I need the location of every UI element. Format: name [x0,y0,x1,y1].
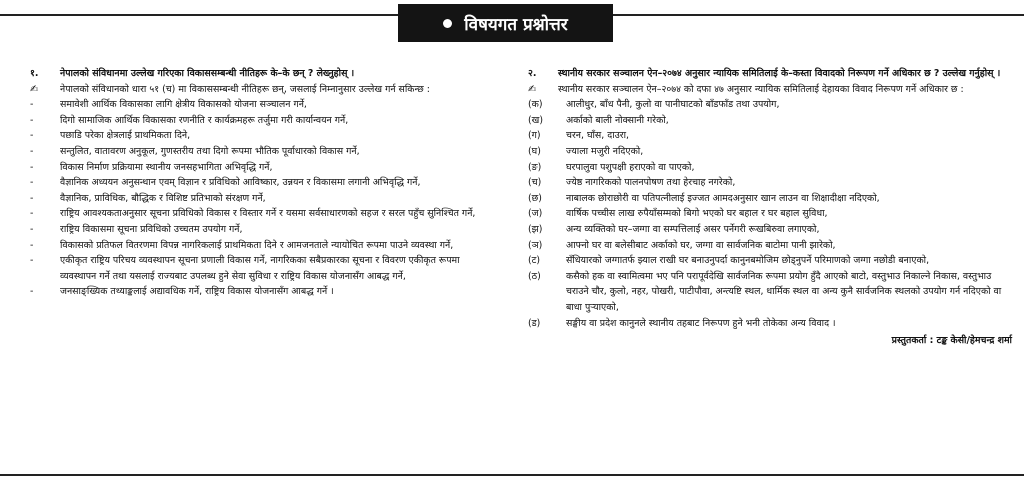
answer-1-intro [30,82,492,98]
question-2 [528,66,1012,82]
dash-icon: - [30,99,34,111]
list-item: (घ) ज्याला मजुरी नदिएको, [528,145,644,157]
list-item: (ग) चरन, घाँस, दाउरा, [528,130,630,142]
pen-icon: ✍ [528,83,537,95]
list-item: (ठ) कसैको हक वा स्वामित्वमा भए पनि परापूर्वदेखि सार्वजनिक रूपमा प्रयोग हुँदै आएको बाटो, वस्तुभाउ निकाल्ने निकास, वस्तुभाउ चराउने चौर, कुलो, नहर, पोखरी, पाटीपौवा, अन्त्यष्टि स्थल, धार्मिक स्थल वा अन्य कुनै सार्वजनिक स्थलको उपयोग गर्न नदिएको वा बाधा पुर्‍याएको, [528,270,1002,313]
question-number: १. [30,68,39,79]
list-item: (ज) वार्षिक पच्चीस लाख रुपैयाँसम्मको बिगो भएको घर बहाल र घर बहाल सुविधा, [528,208,828,220]
pen-icon: ✍ [30,83,39,95]
dash-icon: - [30,223,34,235]
list-item: (ञ) आफ्नो घर वा बलेसीबाट अर्काको घर, जग्गा वा सार्वजनिक बाटोमा पानी झारेको, [528,239,836,251]
list-item: - दिगो सामाजिक आर्थिक विकासका रणनीति र कार्यक्रमहरू तर्जुमा गरी कार्यान्वयन गर्ने, [30,113,492,129]
dash-icon: - [30,114,34,126]
question-text: स्थानीय सरकार सञ्चालन ऐन–२०७४ अनुसार न्यायिक समितिलाई के–कस्ता विवादको निरूपण गर्ने अधिकार छ ? उल्लेख गर्नुहोस् । [558,68,1001,79]
list-item: - वैज्ञानिक, प्राविधिक, बौद्धिक र विशिष्ट प्रतिभाको संरक्षण गर्ने, [30,191,492,207]
left-column [30,66,492,300]
list-item: (ख) अर्काको बाली नोक्सानी गरेको, [528,114,669,126]
list-item: (ङ) घरपालुवा पशुपक्षी हराएको वा पाएको, [528,161,695,173]
dash-icon: - [30,145,34,157]
list-item: (ट) सँधियारको जग्गातर्फ झ्याल राखी घर बनाउनुपर्दा कानुनबमोजिम छोड्नुपर्ने परिमाणको जग्गा नछोडी बनाएको, [528,255,930,267]
dash-icon: - [30,239,34,251]
section-banner [398,4,613,42]
answer-intro-text: स्थानीय सरकार सञ्चालन ऐन–२०७४ को दफा ४७ अनुसार न्यायिक समितिलाई देहायका विवाद निरूपण गर्ने अधिकार छ : [558,83,964,95]
list-item: - समावेशी आर्थिक विकासका लागि क्षेत्रीय विकासको योजना सञ्चालन गर्ने, [30,97,492,113]
answer-intro-text: नेपालको संविधानको धारा ५१ (च) मा विकाससम्बन्धी नीतिहरू छन्, जसलाई निम्नानुसार उल्लेख गर्न सकिन्छ : [60,83,430,95]
bottom-rule [0,474,1024,476]
bullet-icon [443,19,452,28]
list-item: - वैज्ञानिक अध्ययन अनुसन्धान एवम् विज्ञान र प्रविधिको आविष्कार, उन्नयन र विकासमा लगानी अभिवृद्धि गर्ने, [30,175,492,191]
list-item: - राष्ट्रिय आवश्यकताअनुसार सूचना प्रविधिको विकास र विस्तार गर्ने र यसमा सर्वसाधारणको सहज र सरल पहुँच सुनिश्चित गर्ने, [30,206,492,222]
question-text: नेपालको संविधानमा उल्लेख गरिएका विकाससम्बन्धी नीतिहरू के–के छन् ? लेख्नुहोस् । [60,68,355,79]
list-item: - जनसाङ्ख्यिक तथ्याङ्कलाई अद्यावधिक गर्ने, राष्ट्रिय विकास योजनासँग आबद्ध गर्ने । [30,284,492,300]
dash-icon: - [30,208,34,220]
dash-icon: - [30,255,34,267]
list-item: - विकासको प्रतिफल वितरणमा विपन्न नागरिकलाई प्राथमिकता दिने र आमजनताले न्यायोचित रूपमा पाउने व्यवस्था गर्ने, [30,238,492,254]
list-item: - विकास निर्माण प्रक्रियामा स्थानीय जनसहभागिता अभिवृद्धि गर्ने, [30,160,492,176]
right-column [528,66,1012,349]
list-item: (झ) अन्य व्यक्तिको घर–जग्गा वा सम्पत्तिलाई असर पर्नेगरी रूखबिरुवा लगाएको, [528,223,820,235]
answer-2-intro [528,82,1012,98]
author-credit: प्रस्तुतकर्ता : टङ्क केसी/हेमचन्द्र शर्मा [891,335,1012,347]
question-number: २. [528,68,537,79]
list-item: - राष्ट्रिय विकासमा सूचना प्रविधिको उच्चतम उपयोग गर्ने, [30,222,492,238]
list-item: - पछाडि परेका क्षेत्रलाई प्राथमिकता दिने, [30,128,492,144]
list-item: (छ) नाबालक छोराछोरी वा पतिपत्नीलाई इज्जत आमदअनुसार खान लाउन वा शिक्षादीक्षा नदिएको, [528,192,880,204]
dash-icon: - [30,192,34,204]
list-item: - सन्तुलित, वातावरण अनुकूल, गुणस्तरीय तथा दिगो रूपमा भौतिक पूर्वाधारको विकास गर्ने, [30,144,492,160]
dash-icon: - [30,177,34,189]
banner-title: विषयगत प्रश्नोत्तर [464,14,568,35]
dash-icon: - [30,286,34,298]
list-item: - एकीकृत राष्ट्रिय परिचय व्यवस्थापन सूचना प्रणाली विकास गर्ने, नागरिकका सबैप्रकारका सूचना र विवरण एकीकृत रूपमा व्यवस्थापन गर्ने तथा यसलाई राज्यबाट उपलब्ध हुने सेवा सुविधा र राष्ट्रिय विकास योजनासँग आबद्ध गर्ने, [30,253,492,284]
dash-icon: - [30,130,34,142]
dash-icon: - [30,161,34,173]
question-1 [30,66,492,82]
list-item: (क) आलीधुर, बाँध पैनी, कुलो वा पानीघाटको बाँडफाँड तथा उपयोग, [528,99,780,111]
list-item: (च) ज्येष्ठ नागरिकको पालनपोषण तथा हेरचाह नगरेको, [528,177,736,189]
list-item: (ड) सङ्घीय वा प्रदेश कानुनले स्थानीय तहबाट निरूपण हुने भनी तोकेका अन्य विवाद । [528,317,836,329]
